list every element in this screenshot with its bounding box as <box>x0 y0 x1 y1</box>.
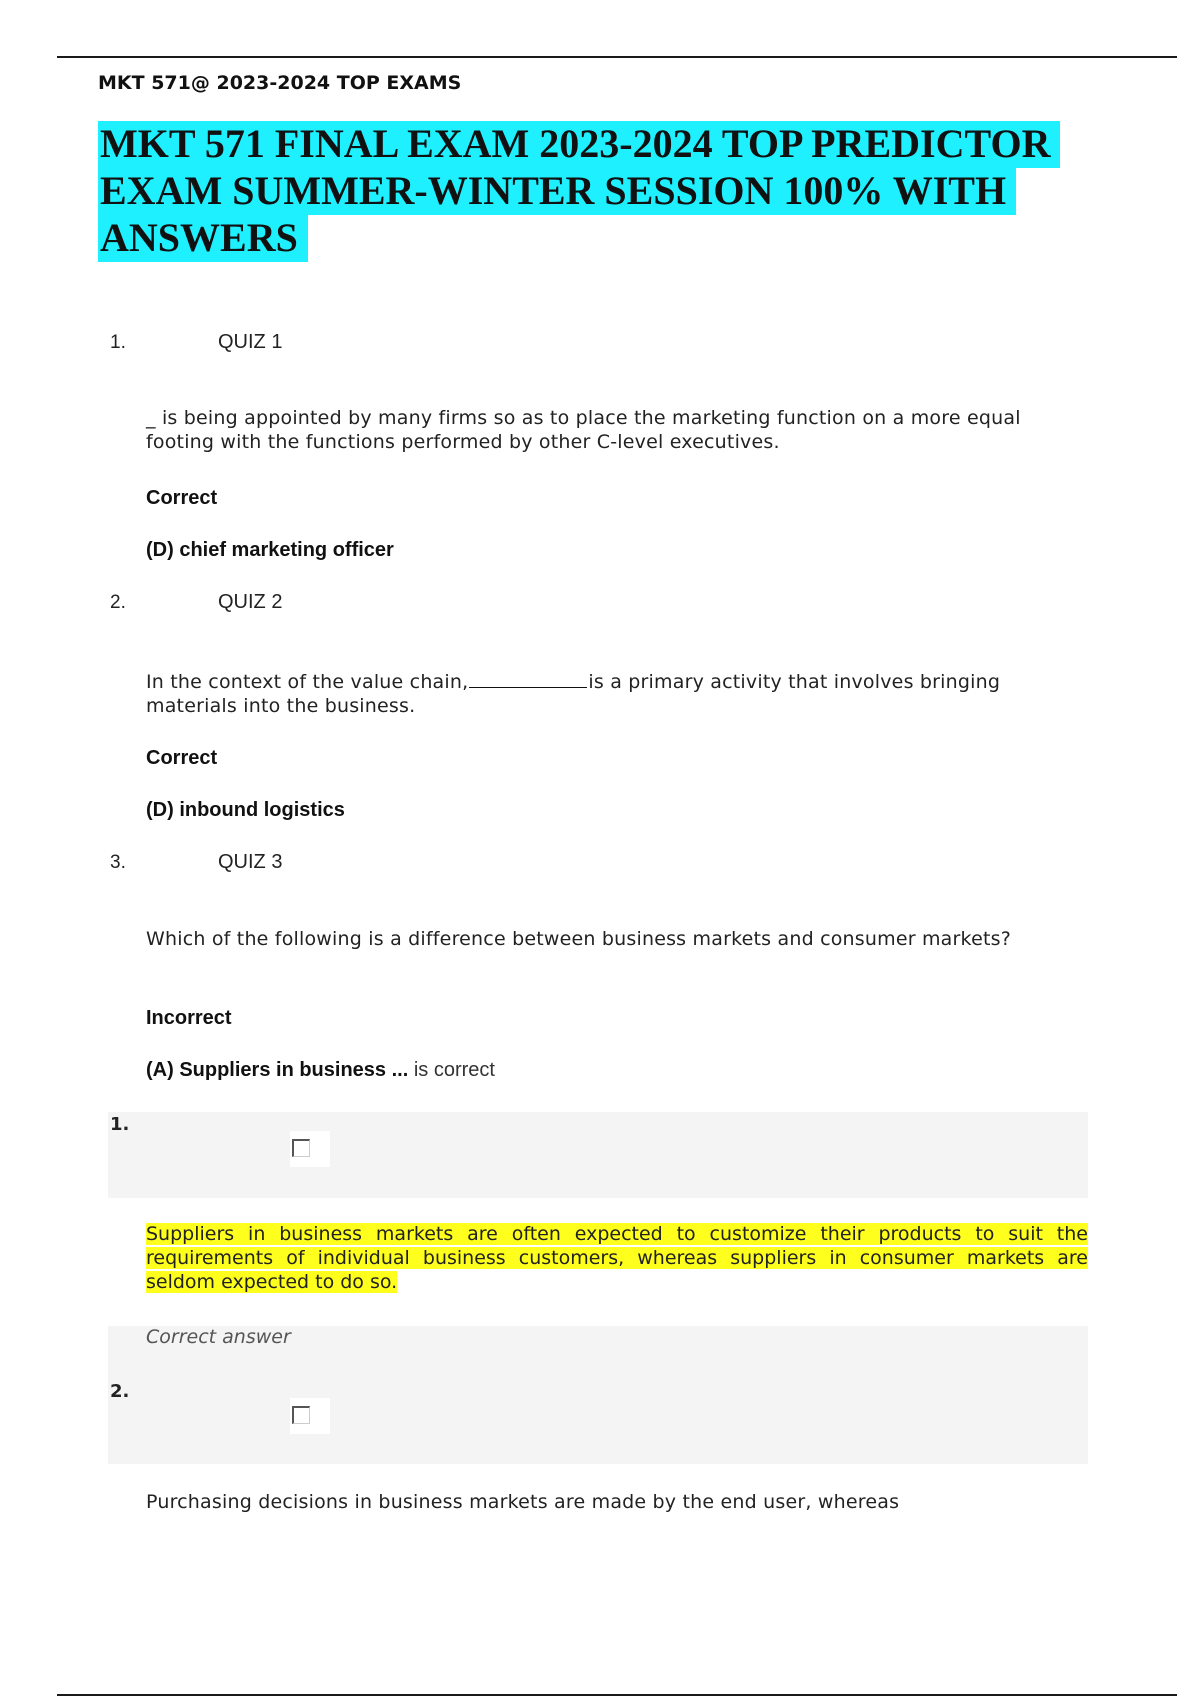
option-checkbox-container <box>290 1131 330 1167</box>
option-checkbox[interactable] <box>292 1406 310 1424</box>
page-header: MKT 571@ 2023-2024 TOP EXAMS <box>98 72 462 94</box>
quiz-label: QUIZ 2 <box>218 591 283 613</box>
selected-answer-bold: (A) Suppliers in business ... <box>146 1059 409 1081</box>
selected-answer: (D) chief marketing officer <box>146 539 394 561</box>
correct-answer-note: Correct answer <box>146 1326 291 1348</box>
selected-answer: (D) inbound logistics <box>146 799 345 821</box>
bottom-rule <box>57 1694 1177 1696</box>
answer-status: Correct <box>146 747 218 769</box>
question-number: 2. <box>110 592 126 613</box>
option-row <box>108 1112 1088 1198</box>
option-text <box>146 1222 1088 1294</box>
question-text-before-blank: In the context of the value chain, <box>146 671 469 693</box>
option-checkbox[interactable] <box>292 1139 310 1157</box>
answer-status: Correct <box>146 487 218 509</box>
question-text: _ is being appointed by many firms so as to place the marketing function on a more equal footing with the functions performed by other C-level executives. <box>146 407 1021 453</box>
option-checkbox-container <box>290 1398 330 1434</box>
selected-answer-suffix: is correct <box>408 1059 495 1081</box>
option-number: 2. <box>110 1381 130 1402</box>
title-text: MKT 571 FINAL EXAM 2023-2024 TOP PREDICTOR EXAM SUMMER-WINTER SESSION 100% WITH ANSWERS <box>98 121 1060 262</box>
option-text: Purchasing decisions in business markets are made by the end user, whereas <box>146 1491 900 1513</box>
question-text <box>146 667 1066 718</box>
question-text: Which of the following is a difference between business markets and consumer markets? <box>146 928 1011 950</box>
question-number: 1. <box>110 332 126 353</box>
highlighted-answer-text: Suppliers in business markets are often expected to customize their products to suit the requirements of individual business customers, whereas suppliers in consumer markets are seldom expected to do so. <box>146 1223 1088 1293</box>
quiz-label: QUIZ 3 <box>218 851 283 873</box>
option-number: 1. <box>110 1114 130 1135</box>
document-title <box>98 120 1098 261</box>
selected-answer <box>146 1059 495 1082</box>
question-text-after-blank: is a primary activity that involves bringing materials into the business. <box>146 671 1001 717</box>
answer-status: Incorrect <box>146 1007 232 1029</box>
quiz-label: QUIZ 1 <box>218 331 283 353</box>
top-rule <box>57 56 1177 58</box>
fill-in-blank <box>469 667 587 688</box>
question-number: 3. <box>110 852 126 873</box>
